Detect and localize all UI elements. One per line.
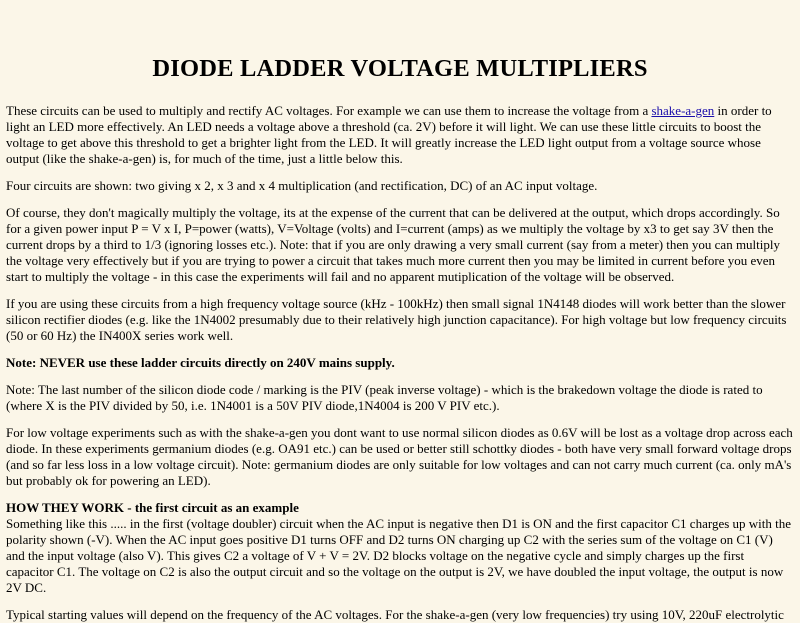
how-they-work-heading-text: HOW THEY WORK - the first circuit as an example (6, 500, 299, 515)
page-title: DIODE LADDER VOLTAGE MULTIPLIERS (152, 55, 648, 82)
intro-text-before-link: These circuits can be used to multiply and rectify AC voltages. For example we can use them to increase the voltage from a (6, 103, 652, 118)
how-they-work-heading (6, 500, 794, 516)
how-they-work-paragraph: Something like this ..... in the first (voltage doubler) circuit when the AC input is negative then D1 is ON and the first capacitor C1 charges up with the polarity shown (-V). When the AC input goes positive D1 turns OFF and D2 turns ON charging up C2 with the series sum of the voltage on C1 (V) and the input voltage (also V). This gives C2 a voltage of V + V = 2V. D2 blocks voltage on the negative cycle and simply charges up the first capacitor C1. The voltage on C2 is also the output circuit and so the voltage on the output is 2V, we have doubled the input voltage, the output is now 2V DC. (6, 516, 792, 595)
intro-text-after-link: in order to light an LED more effectively. An LED needs a voltage above a threshold (ca. 2V) before it will light. We can use these little circuits to boost the voltage to get above this threshold to get a brighter light from the LED. It will greatly increase the LED light output from a voltage source whose output (like the shake-a-gen) is, for much of the time, just a little below this. (6, 103, 772, 166)
piv-paragraph: Note: The last number of the silicon diode code / marking is the PIV (peak inverse voltage) - which is the brakedown voltage the diode is rated to (where X is the PIV divided by 50, i.e. 1N4001 is a 50V PIV diode,1N4004 is 200 V PIV etc.). (6, 382, 763, 413)
germanium-paragraph: For low voltage experiments such as with the shake-a-gen you dont want to use normal silicon diodes as 0.6V will be lost as a voltage drop across each diode. In these experiments germanium diodes (e.g. OA91 etc.) can be used or better still schottky diodes - both have very small forward voltage drops (and so far less loss in a low voltage circuit). Note: germanium diodes are only suitable for low voltages and can not carry much current (ca. only mA's but probably ok for powering an LED). (6, 425, 793, 488)
four-circuits-paragraph: Four circuits are shown: two giving x 2, x 3 and x 4 multiplication (and rectification, DC) of an AC input voltage. (6, 178, 598, 193)
typical-values-paragraph: Typical starting values will depend on the frequency of the AC voltages. For the shake-a-gen (very low frequencies) try using 10V, 220uF electrolytic (6, 607, 784, 622)
frequency-paragraph: If you are using these circuits from a high frequency voltage source (kHz - 100kHz) then small signal 1N4148 diodes will work better than the slower silicon rectifier diodes (e.g. like the 1N4002 presumably due to their relatively high junction capacitance). For high voltage but low frequency circuits (50 or 60 Hz) the IN400X series work well. (6, 296, 787, 343)
intro-paragraph (6, 103, 794, 167)
mains-warning (6, 355, 794, 371)
mains-warning-text: Note: NEVER use these ladder circuits directly on 240V mains supply. (6, 355, 395, 370)
shake-a-gen-link[interactable]: shake-a-gen (651, 103, 715, 118)
power-paragraph: Of course, they don't magically multiply the voltage, its at the expense of the current that can be delivered at the output, which drops accordingly. So for a given power input P = V x I, P=power (watts), V=Voltage (volts) and I=current (amps) as we multiply the voltage by x3 to get say 3V then the current drops by a third to 1/3 (ignoring losses etc.). Note: that if you are only drawing a very small current (say from a meter) then you can multiply the voltage very effectively but if you are trying to power a circuit that takes much more current then you may be limited in current before you even start to multiply the voltage - in this case the experiments will fail and no apparent mutiplication of the voltage will be observed. (6, 205, 781, 284)
